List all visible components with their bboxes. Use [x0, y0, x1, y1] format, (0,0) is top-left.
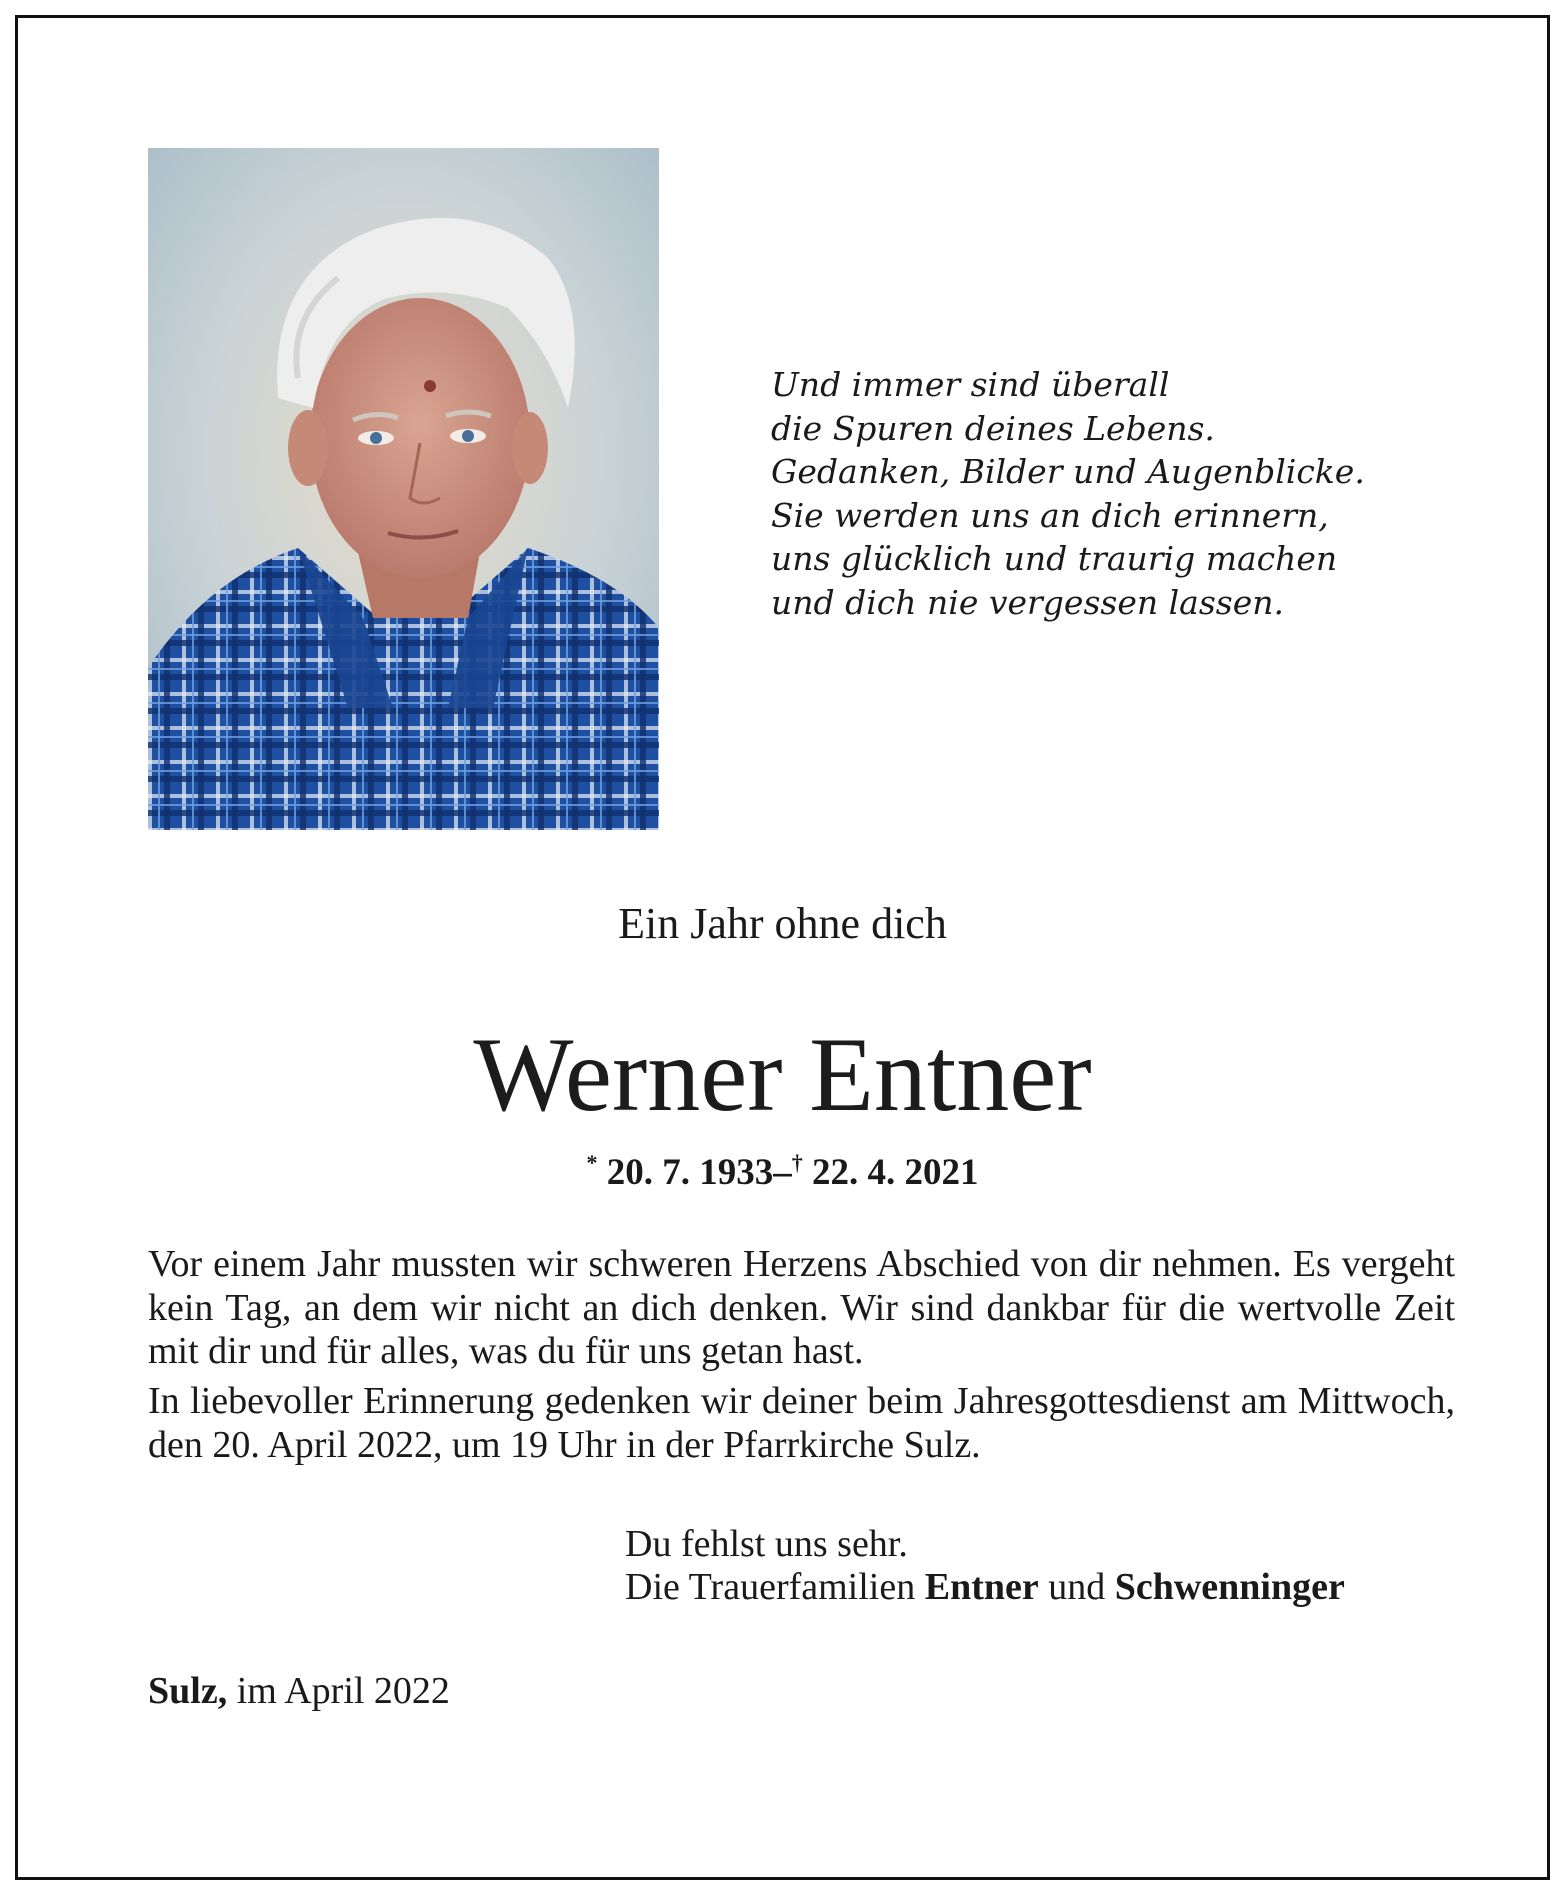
deceased-name: Werner Entner: [473, 1016, 1092, 1133]
body-paragraph-1: Vor einem Jahr mussten wir schweren Herzens Abschied von dir nehmen. Es vergeht kein Tag, an dem wir nicht an dich denken. Wir sind dankbar für die wertvolle Zeit mit dir und für alles, was du für uns getan hast.: [148, 1243, 1455, 1372]
poem-line: Sie werden uns an dich erinnern,: [771, 495, 1329, 535]
poem-line: Und immer sind überall: [771, 365, 1170, 404]
death-symbol: †: [791, 1150, 803, 1175]
place-town: Sulz,: [148, 1670, 228, 1712]
families-line: [625, 1566, 1345, 1609]
subtitle: Ein Jahr ohne dich: [618, 899, 947, 948]
poem-line: die Spuren deines Lebens.: [771, 408, 1215, 448]
place-date: [148, 1668, 450, 1714]
families-prefix: Die Trauerfamilien: [625, 1566, 916, 1608]
portrait-photo: [148, 148, 659, 830]
closing-line: Du fehlst uns sehr.: [625, 1523, 908, 1565]
death-date: 22. 4. 2021: [812, 1152, 979, 1193]
poem: [771, 363, 1365, 624]
birth-symbol: *: [586, 1150, 598, 1175]
families-connector: und: [1048, 1566, 1106, 1608]
family-name-2: Schwenninger: [1114, 1566, 1345, 1608]
portrait-image: [148, 148, 659, 830]
poem-line: Gedanken, Bilder und Augenblicke.: [771, 452, 1365, 491]
life-dates: [18, 1140, 1547, 1196]
closing-block: [625, 1523, 1345, 1609]
date-separator: –: [773, 1152, 792, 1193]
family-name-1: Entner: [924, 1566, 1039, 1608]
poem-line: und dich nie vergessen lassen.: [771, 582, 1284, 622]
body-paragraph-2: In liebevoller Erinnerung gedenken wir deiner beim Jahresgottesdienst am Mittwoch, den 20. April 2022, um 19 Uhr in der Pfarrkirche Sulz.: [148, 1380, 1455, 1466]
obituary-frame: [15, 15, 1550, 1880]
birth-date: 20. 7. 1933: [606, 1152, 774, 1193]
poem-line: uns glücklich und traurig machen: [771, 539, 1338, 578]
place-month: im April 2022: [236, 1670, 450, 1712]
